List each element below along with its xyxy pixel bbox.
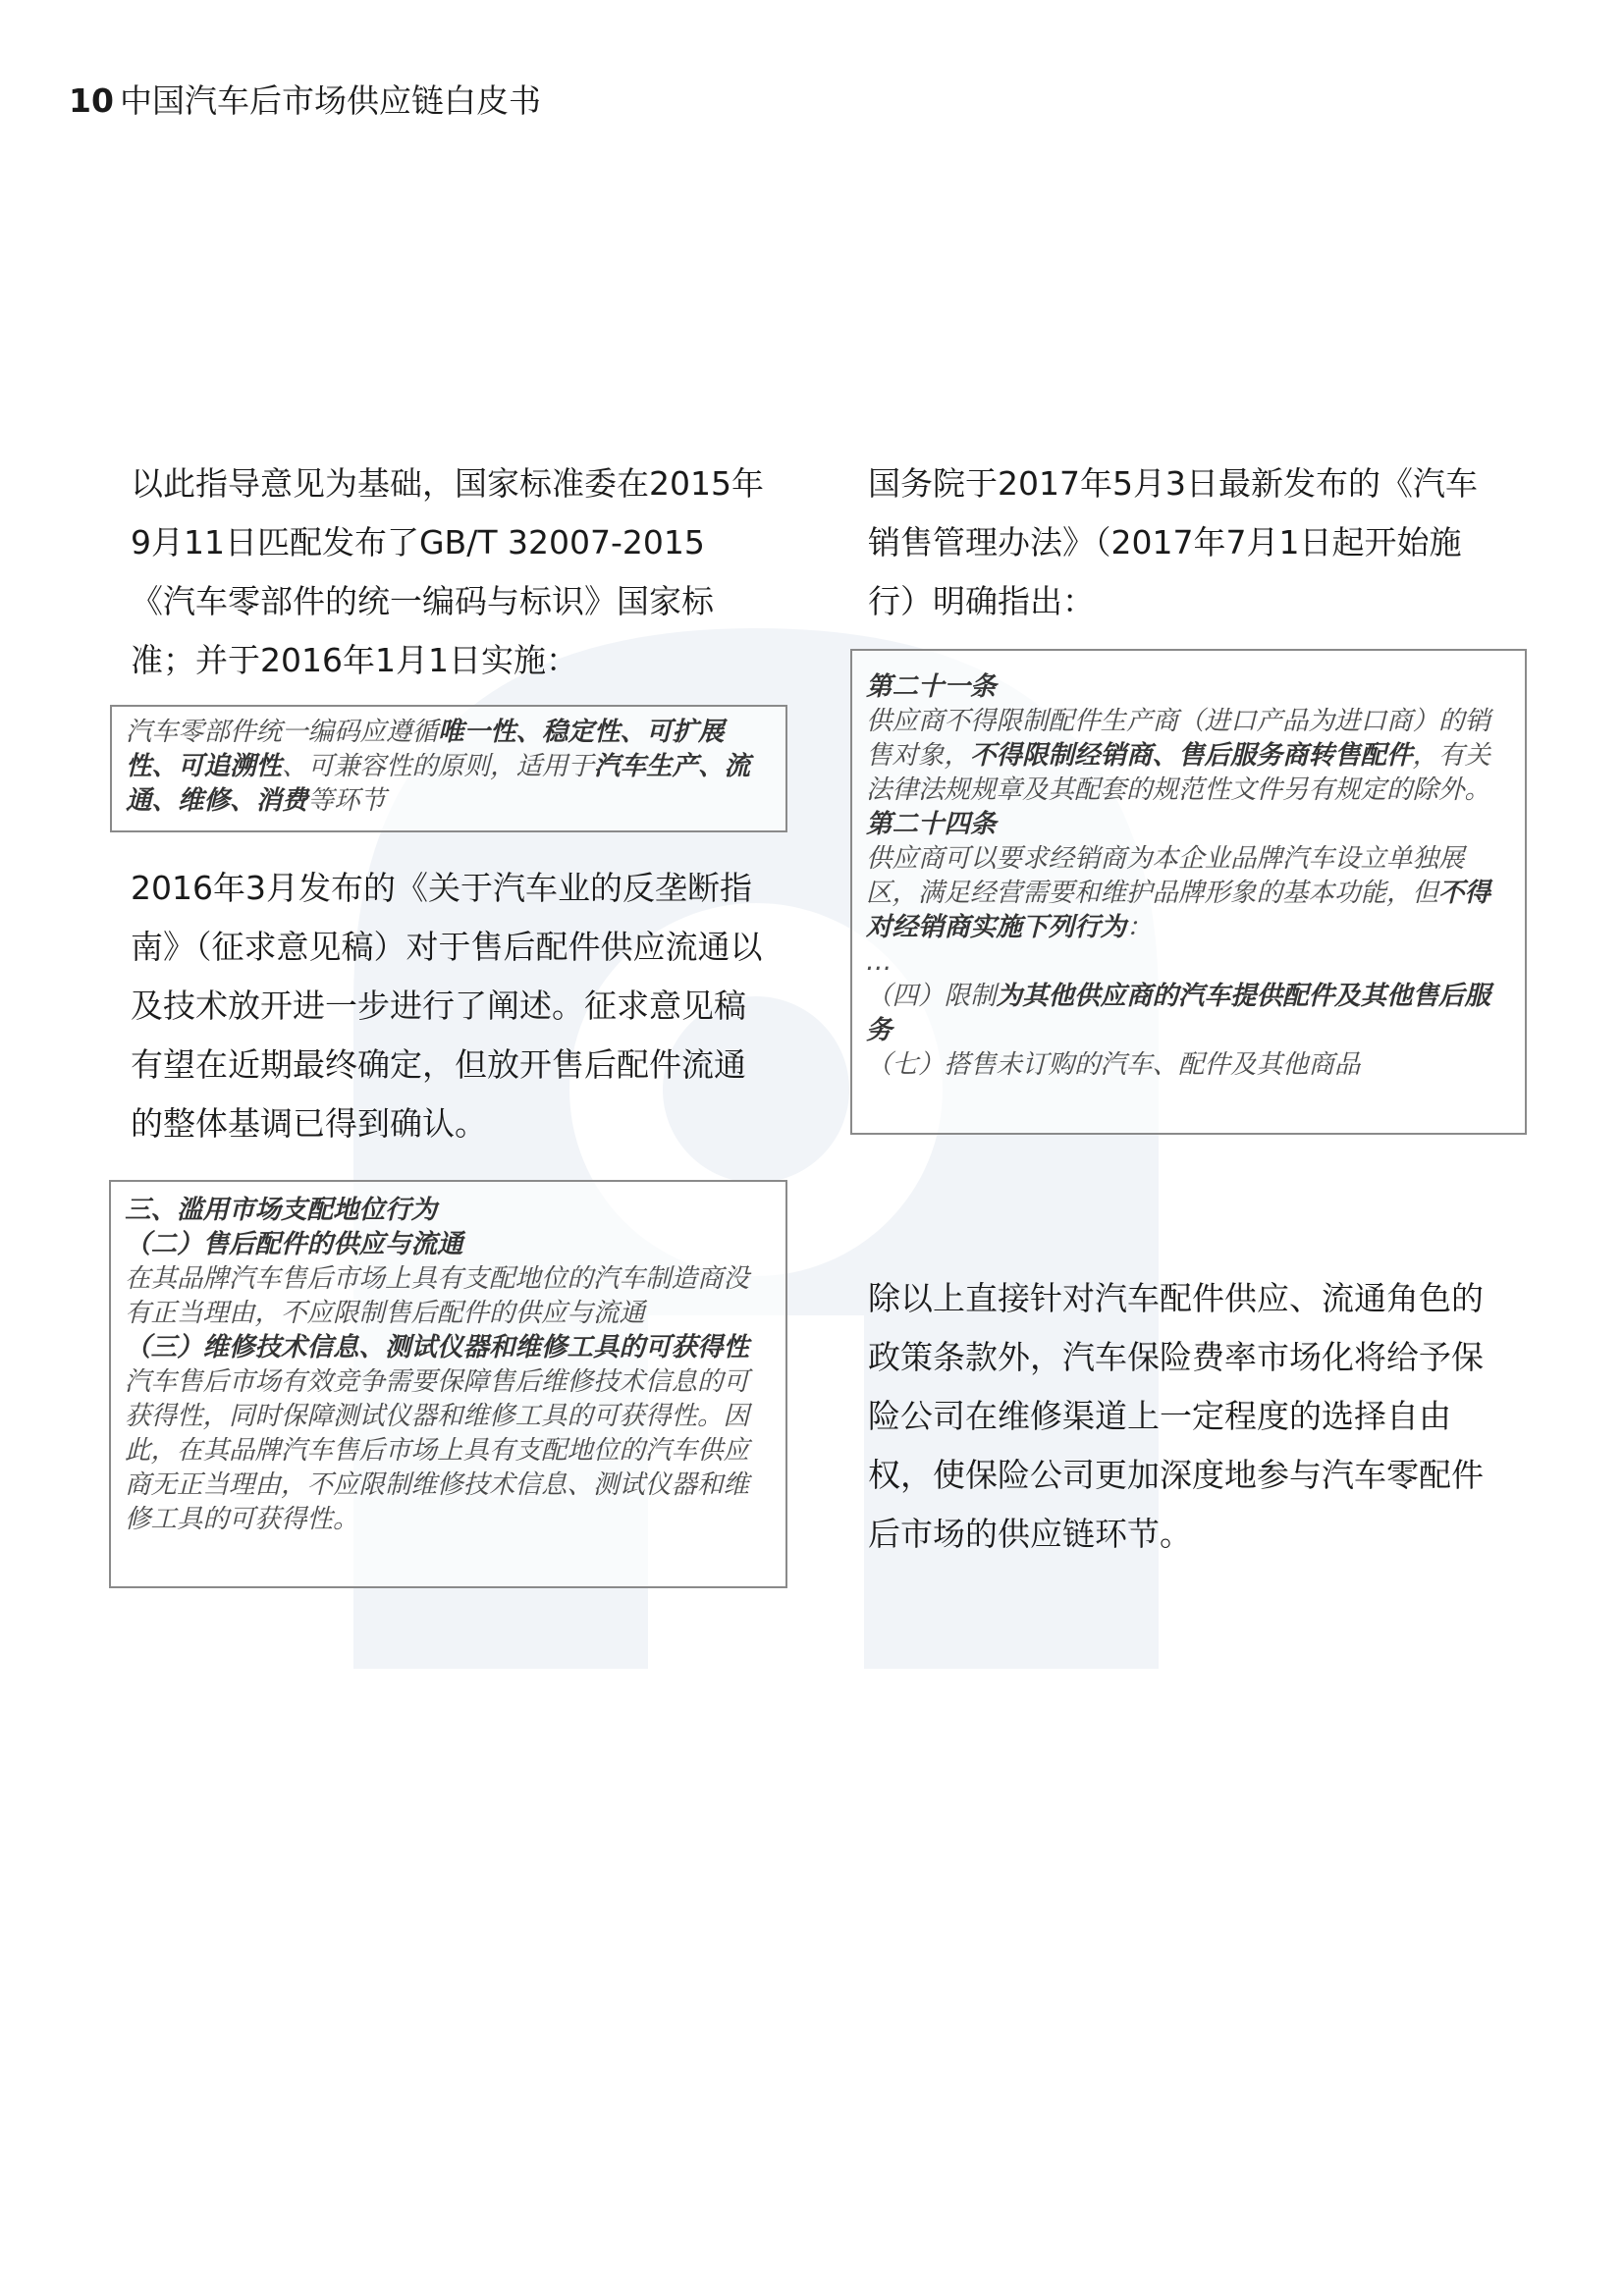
article-text: 供应商不得限制配件生产商（进口产品为进口商）的销售对象，不得限制经销商、售后服务商转售配件，有关法律法规规章及其配套的规范性文件另有规定的除外。 [866, 706, 1490, 805]
quote-text: 等环节 [307, 785, 386, 816]
article-emphasis: 为其他供应商的汽车提供配件及其他售后服务 [866, 981, 1490, 1045]
article-text: 供应商可以要求经销商为本企业品牌汽车设立单独展区，满足经营需要和维护品牌形象的基本功能，但不得对经销商实施下列行为： [866, 843, 1490, 942]
article-text: （七）搭售未订购的汽车、配件及其他商品 [866, 1049, 1361, 1080]
quote-emphasis: 唯一性、稳定性、可扩展性、可追溯性 [126, 717, 725, 781]
quote-box-antitrust-guide [109, 1180, 787, 1588]
article-emphasis: 不得对经销商实施下列行为 [866, 878, 1490, 942]
quote-text: 汽车零部件统一编码应遵循 [126, 717, 438, 747]
page-header [69, 77, 541, 126]
article-text: （四）限制为其他供应商的汽车提供配件及其他售后服务 [866, 981, 1490, 1045]
quote-text: 汽车售后市场有效竞争需要保障售后维修技术信息的可获得性，同时保障测试仪器和维修工具的可获得性。因此，在其品牌汽车售后市场上具有支配地位的汽车供应商无正当理由，不应限制维修技术信息、测试仪器和维修工具的可获得性。 [125, 1366, 749, 1534]
article-emphasis: 不得限制经销商、售后服务商转售配件 [970, 740, 1413, 771]
quote-subheading: （二）售后配件的供应与流通 [125, 1229, 463, 1259]
quote-text: 、可兼容性的原则，适用于 [282, 751, 594, 781]
left-paragraph-antitrust: 2016年3月发布的《关于汽车业的反垄断指南》（征求意见稿）对于售后配件供应流通以及技术放开进一步进行了阐述。征求意见稿有望在近期最终确定，但放开售后配件流通的整体基调已得到确认。 [131, 869, 763, 1143]
document-title: 中国汽车后市场供应链白皮书 [119, 81, 541, 120]
quote-box-sales-regulation [850, 649, 1527, 1135]
left-paragraph-standard: 以此指导意见为基础，国家标准委在2015年9月11日匹配发布了GB/T 32007-2015《汽车零部件的统一编码与标识》国家标准；并于2016年1月1日实施： [131, 464, 764, 679]
page-number: 10 [69, 81, 114, 120]
article-heading: 第二十一条 [866, 671, 997, 702]
quote-text: 在其品牌汽车售后市场上具有支配地位的汽车制造商没有正当理由，不应限制售后配件的供应与流通 [125, 1263, 749, 1328]
quote-heading: 三、滥用市场支配地位行为 [125, 1195, 437, 1225]
ellipsis: … [866, 946, 893, 977]
quote-box-coding-standard [110, 705, 787, 832]
quote-subheading: （三）维修技术信息、测试仪器和维修工具的可获得性 [125, 1332, 749, 1362]
right-paragraph-insurance: 除以上直接针对汽车配件供应、流通角色的政策条款外，汽车保险费率市场化将给予保险公司在维修渠道上一定程度的选择自由权，使保险公司更加深度地参与汽车零配件后市场的供应链环节。 [868, 1279, 1484, 1553]
article-heading: 第二十四条 [866, 809, 997, 839]
quote-emphasis: 汽车生产、流通、维修、消费 [126, 751, 750, 816]
right-paragraph-sales-regulation: 国务院于2017年5月3日最新发布的《汽车销售管理办法》（2017年7月1日起开始施行）明确指出： [868, 464, 1478, 620]
